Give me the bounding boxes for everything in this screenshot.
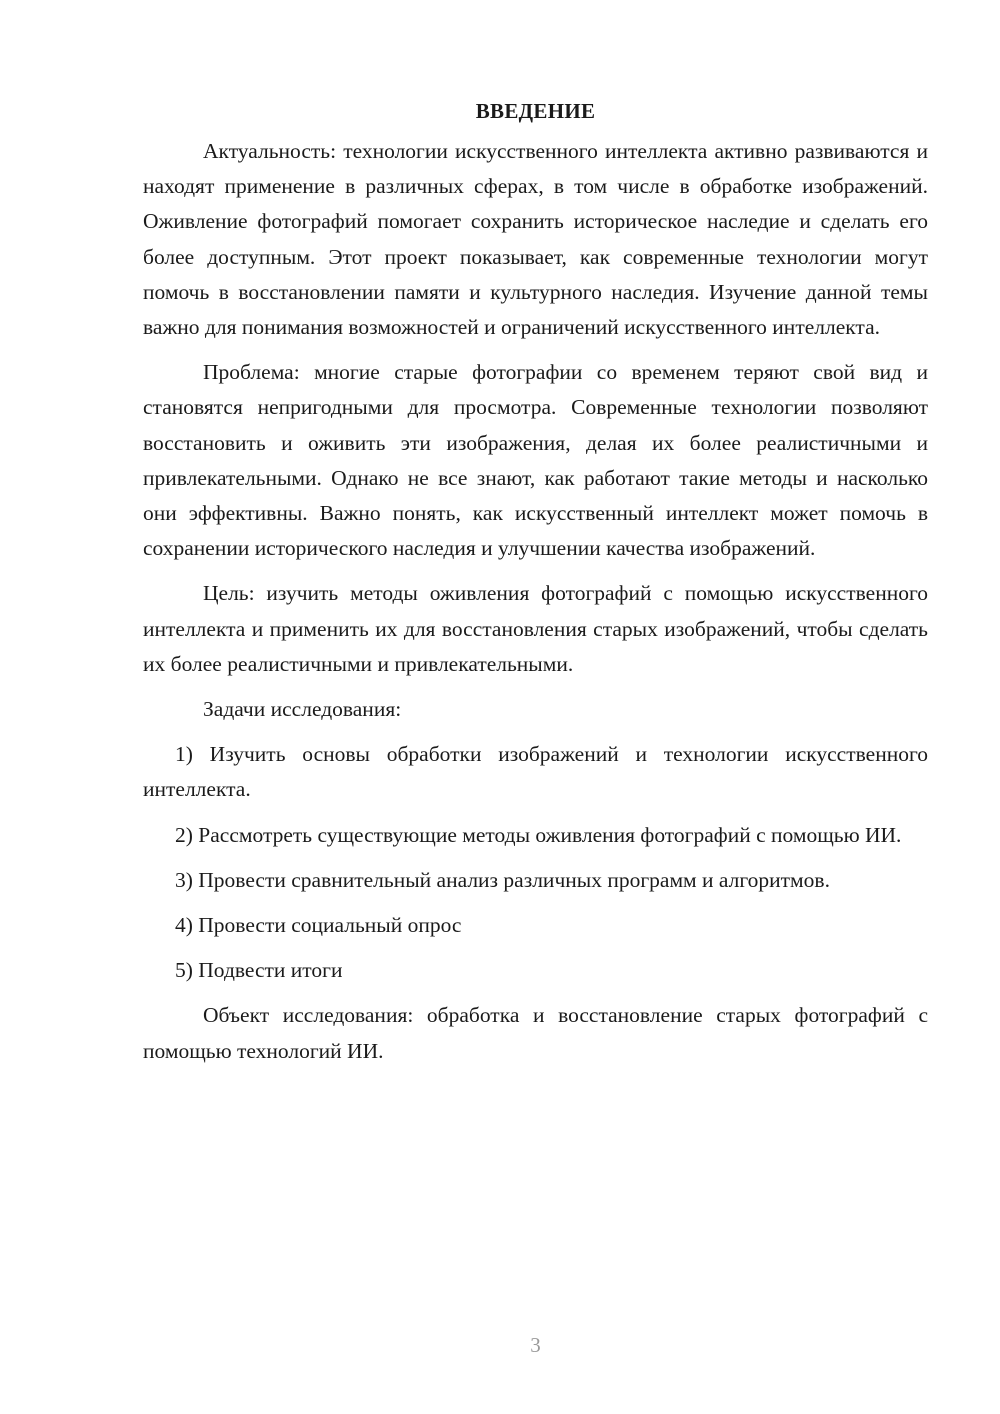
document-title: ВВЕДЕНИЕ [475,99,596,123]
task-item-2: 2) Рассмотреть существующие методы оживления фотографий с помощью ИИ. [175,822,902,847]
task-item-5: 5) Подвести итоги [175,958,343,983]
goal-paragraph: Цель: изучить методы оживления фотографий с помощью искусственного интеллекта и применить их для восстановления старых изображений, чтобы сделать их более реалистичными и привлекательными. [143,581,928,676]
object-paragraph: Объект исследования: обработка и восстановление старых фотографий с помощью технологий ИИ. [143,1003,928,1063]
task-item-4: 4) Провести социальный опрос [175,913,462,938]
task-item-1: 1) Изучить основы обработки изображений и технологии искусственного интеллекта. [143,742,928,802]
problem-paragraph: Проблема: многие старые фотографии со временем теряют свой вид и становятся непригодными для просмотра. Современные технологии позволяют восстановить и оживить эти изображения, делая их более реалистичными и привлекательными. Однако не все знают, как работают такие методы и насколько они эффективны. Важно понять, как искусственный интеллект может помочь в сохранении исторического наследия и улучшении качества изображений. [143,360,928,561]
page-number: 3 [530,1333,541,1357]
tasks-heading: Задачи исследования: [203,697,402,722]
document-page [143,96,928,1079]
relevance-paragraph: Актуальность: технологии искусственного интеллекта активно развиваются и находят применение в различных сферах, в том числе в обработке изображений. Оживление фотографий помогает сохранить историческое наследие и сделать его более доступным. Этот проект показывает, как современные технологии могут помочь в восстановлении памяти и культурного наследия. Изучение данной темы важно для понимания возможностей и ограничений искусственного интеллекта. [143,139,928,340]
task-item-3: 3) Провести сравнительный анализ различных программ и алгоритмов. [175,867,830,892]
